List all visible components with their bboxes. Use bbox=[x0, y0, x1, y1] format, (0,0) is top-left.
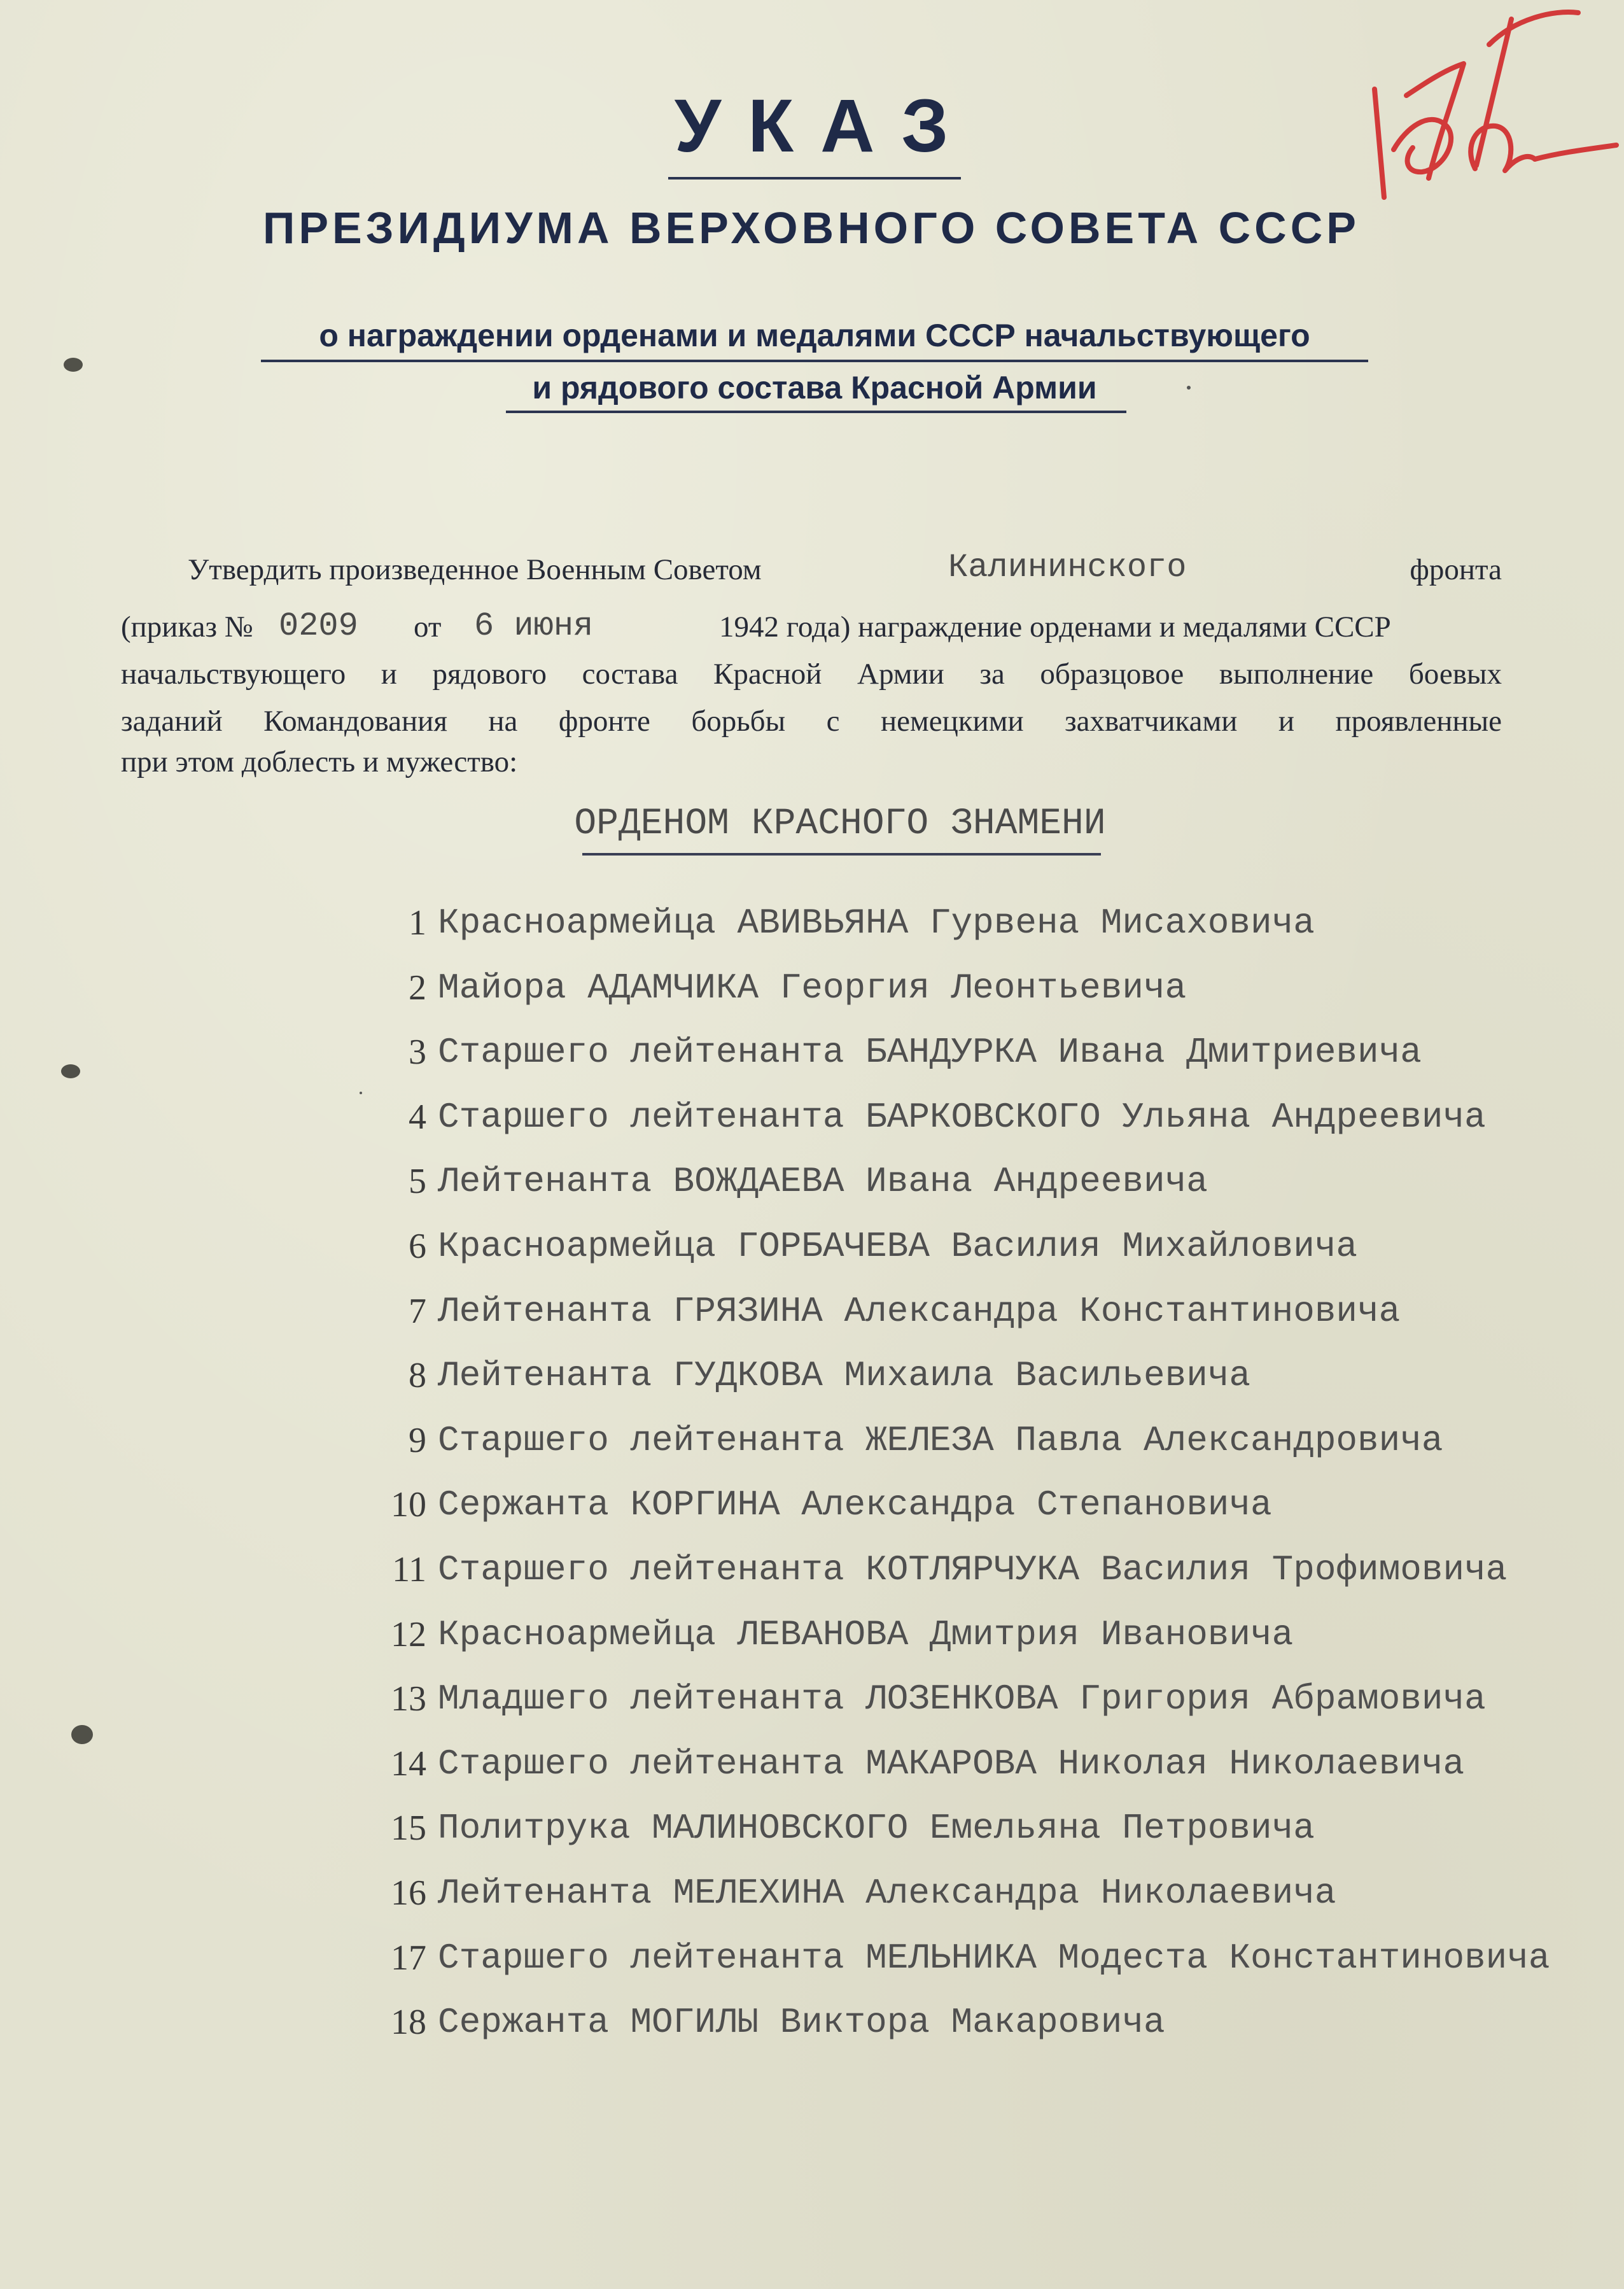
list-item-number: 15 bbox=[391, 1808, 426, 1849]
list-item bbox=[356, 1743, 1597, 1808]
list-item bbox=[356, 1032, 1597, 1097]
list-item-number: 9 bbox=[409, 1420, 426, 1460]
subject-line-2: и рядового состава Красной Армии bbox=[532, 370, 1097, 405]
preamble-part1: Утвердить произведенное Военным Советом bbox=[188, 553, 762, 586]
list-item-text: Старшего лейтенанта МЕЛЬНИКА Модеста Константиновича bbox=[438, 1937, 1550, 1978]
list-item-number: 3 bbox=[409, 1032, 426, 1073]
list-item-number: 7 bbox=[409, 1291, 426, 1331]
list-item-number: 5 bbox=[409, 1162, 426, 1202]
list-item-text: Сержанта КОРГИНА Александра Степановича bbox=[438, 1484, 1272, 1526]
preamble-line-4: заданий Командования на фронте борьбы с немецкими захватчиками и проявленные bbox=[121, 705, 1502, 738]
list-item bbox=[356, 1614, 1597, 1679]
list-item bbox=[356, 1549, 1597, 1614]
preamble-part2: фронта bbox=[1410, 553, 1502, 586]
list-item-number: 6 bbox=[409, 1226, 426, 1266]
list-item-number: 16 bbox=[391, 1873, 426, 1913]
list-item-number: 8 bbox=[409, 1356, 426, 1396]
page-title: УКАЗ bbox=[674, 84, 976, 168]
award-section-title: ОРДЕНОМ КРАСНОГО ЗНАМЕНИ bbox=[574, 803, 1106, 845]
list-item bbox=[356, 2002, 1597, 2067]
list-item-text: Красноармейца ГОРБАЧЕВА Василия Михайловича bbox=[438, 1225, 1358, 1267]
list-item-text: Лейтенанта МЕЛЕХИНА Александра Николаевича bbox=[438, 1872, 1336, 1913]
list-item bbox=[356, 903, 1597, 968]
paper-speck bbox=[360, 1092, 362, 1094]
paper-speck bbox=[1187, 386, 1191, 390]
list-item-number: 18 bbox=[391, 2003, 426, 2043]
list-item-number: 2 bbox=[409, 968, 426, 1008]
order-number: 0209 bbox=[279, 607, 358, 645]
list-item-number: 11 bbox=[392, 1549, 426, 1589]
list-item bbox=[356, 1679, 1597, 1743]
list-item-text: Лейтенанта ВОЖДАЕВА Ивана Андреевича bbox=[438, 1161, 1208, 1202]
order-from: от bbox=[414, 610, 442, 644]
list-item bbox=[356, 1873, 1597, 1938]
list-item-text: Лейтенанта ГУДКОВА Михаила Васильевича bbox=[438, 1355, 1251, 1397]
subject-line-1: о награждении орденами и медалями СССР начальствующего bbox=[319, 318, 1310, 353]
list-item bbox=[356, 1420, 1597, 1485]
list-item-text: Старшего лейтенанта МАКАРОВА Николая Николаевича bbox=[438, 1743, 1465, 1784]
punch-hole-bottom bbox=[71, 1725, 93, 1744]
list-item bbox=[356, 1808, 1597, 1873]
award-section-underline bbox=[582, 853, 1101, 856]
list-item-number: 10 bbox=[391, 1485, 426, 1525]
list-item-number: 4 bbox=[409, 1097, 426, 1137]
preamble-line-5: при этом доблесть и мужество: bbox=[121, 745, 518, 778]
list-item-number: 13 bbox=[391, 1679, 426, 1719]
order-year: 1942 года) награждение орденами и медалями СССР bbox=[719, 610, 1391, 644]
list-item-text: Лейтенанта ГРЯЗИНА Александра Константиновича bbox=[438, 1290, 1401, 1332]
list-item-number: 12 bbox=[391, 1614, 426, 1654]
subject-underline-1 bbox=[261, 360, 1368, 362]
list-item bbox=[356, 1226, 1597, 1291]
handwritten-note-16a bbox=[1368, 0, 1624, 204]
awardee-list bbox=[356, 903, 1597, 2067]
order-prefix: (приказ № bbox=[121, 610, 253, 644]
list-item-number: 17 bbox=[391, 1938, 426, 1978]
list-item-text: Красноармейца АВИВЬЯНА Гурвена Мисаховича bbox=[438, 903, 1315, 943]
front-name: Калининского bbox=[948, 549, 1187, 586]
list-item-text: Красноармейца ЛЕВАНОВА Дмитрия Ивановича bbox=[438, 1614, 1294, 1655]
list-item bbox=[356, 1161, 1597, 1226]
list-item-text: Старшего лейтенанта ЖЕЛЕЗА Павла Александровича bbox=[438, 1419, 1443, 1461]
list-item bbox=[356, 1938, 1597, 2003]
issuing-body: ПРЕЗИДИУМА ВЕРХОВНОГО СОВЕТА СССР bbox=[263, 203, 1360, 253]
list-item-text: Старшего лейтенанта БАНДУРКА Ивана Дмитриевича bbox=[438, 1032, 1422, 1073]
list-item-text: Старшего лейтенанта КОТЛЯРЧУКА Василия Трофимовича bbox=[438, 1549, 1508, 1590]
order-date: 6 июня bbox=[474, 607, 594, 645]
list-item bbox=[356, 1355, 1597, 1420]
subject-underline-2 bbox=[506, 411, 1126, 413]
list-item-text: Старшего лейтенанта БАРКОВСКОГО Ульяна Андреевича bbox=[438, 1096, 1486, 1137]
list-item bbox=[356, 1291, 1597, 1356]
list-item-number: 14 bbox=[391, 1743, 426, 1784]
title-underline bbox=[668, 177, 961, 180]
list-item-text: Сержанта МОГИЛЫ Виктора Макаровича bbox=[438, 2002, 1165, 2043]
list-item-text: Младшего лейтенанта ЛОЗЕНКОВА Григория Абрамовича bbox=[438, 1679, 1486, 1720]
list-item-text: Политрука МАЛИНОВСКОГО Емельяна Петровича bbox=[438, 1808, 1315, 1849]
list-item bbox=[356, 968, 1597, 1032]
punch-hole-middle bbox=[61, 1064, 80, 1078]
list-item bbox=[356, 1097, 1597, 1162]
list-item-number: 1 bbox=[409, 903, 426, 943]
list-item-text: Майора АДАМЧИКА Георгия Леонтьевича bbox=[438, 967, 1187, 1008]
list-item bbox=[356, 1484, 1597, 1549]
preamble-line-3: начальствующего и рядового состава Красной Армии за образцовое выполнение боевых bbox=[121, 658, 1502, 691]
punch-hole-top bbox=[64, 358, 83, 372]
